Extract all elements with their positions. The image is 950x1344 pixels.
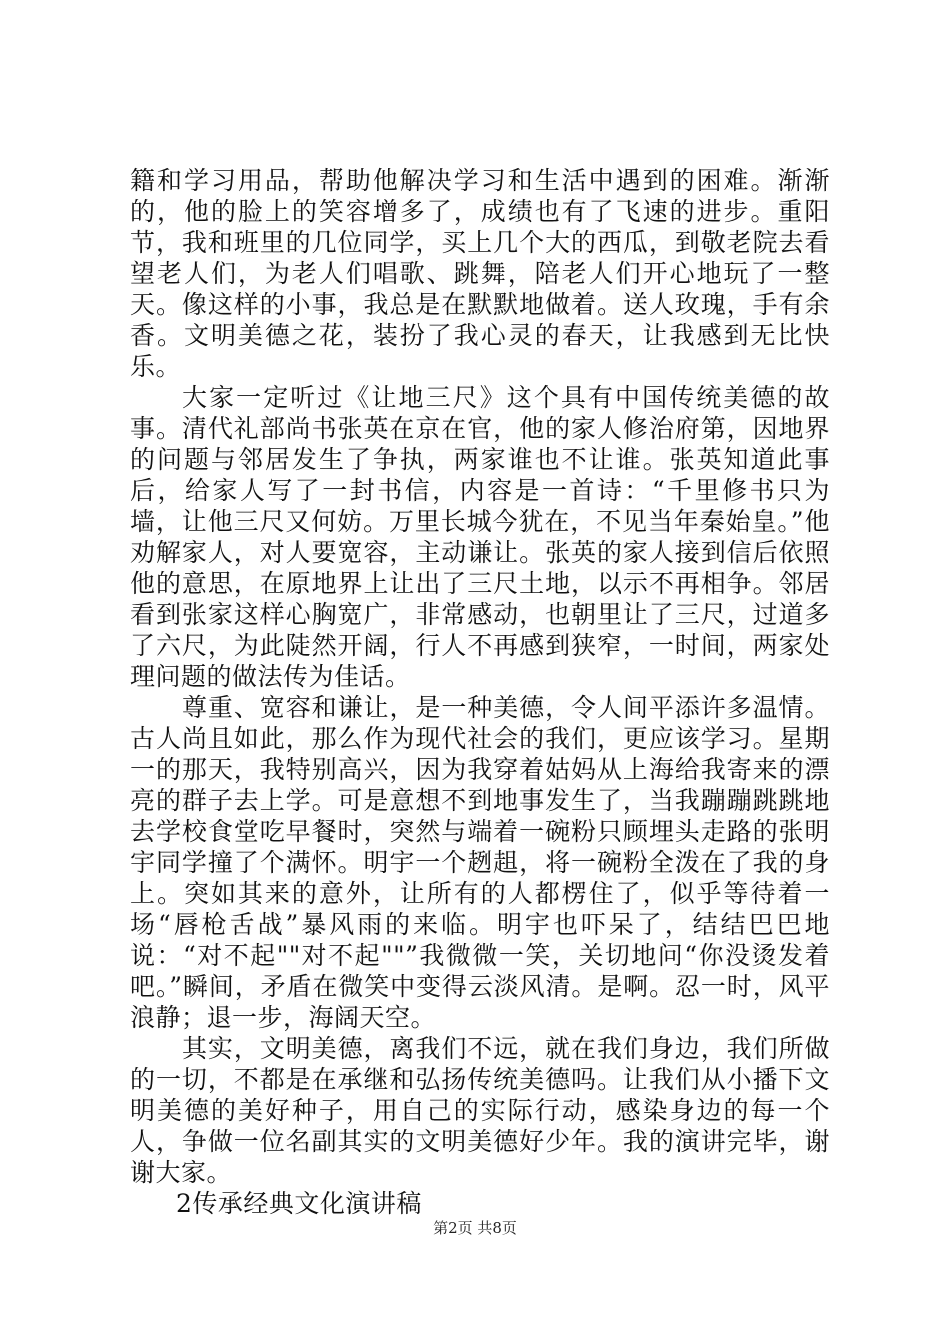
section-heading: 2传承经典文化演讲稿 — [176, 1189, 422, 1218]
paragraph-4: 其实，文明美德，离我们不远，就在我们身边，我们所做的一切，不都是在承继和弘扬传统美德吗。让我们从小播下文明美德的美好种子，用自己的实际行动，感染身边的每一个人，争做一位名副其实的文明美德好少年。我的演讲完毕，谢谢大家。 — [130, 1034, 830, 1187]
paragraph-1: 籍和学习用品，帮助他解决学习和生活中遇到的困难。渐渐的，他的脸上的笑容增多了，成绩也有了飞速的进步。重阳节，我和班里的几位同学，买上几个大的西瓜，到敬老院去看望老人们，为老人们唱歌、跳舞，陪老人们开心地玩了一整天。像这样的小事，我总是在默默地做着。送人玫瑰，手有余香。文明美德之花，装扮了我心灵的春天，让我感到无比快乐。 — [130, 166, 830, 381]
paragraph-2: 大家一定听过《让地三尺》这个具有中国传统美德的故事。清代礼部尚书张英在京在官，他的家人修治府第，因地界的问题与邻居发生了争执，两家谁也不让谁。张英知道此事后，给家人写了一封书信，内容是一首诗：“千里修书只为墙，让他三尺又何妨。万里长城今犹在，不见当年秦始皇。”他劝解家人，对人要宽容，主动谦让。张英的家人接到信后依照他的意思，在原地界上让出了三尺土地，以示不再相争。邻居看到张家这样心胸宽广，非常感动，也朝里让了三尺，过道多了六尺，为此陡然开阔，行人不再感到狭窄，一时间，两家处理问题的做法传为佳话。 — [130, 383, 830, 691]
document-body — [130, 165, 830, 1219]
paragraph-3: 尊重、宽容和谦让，是一种美德，令人间平添许多温情。古人尚且如此，那么作为现代社会的我们，更应该学习。星期一的那天，我特别高兴，因为我穿着姑妈从上海给我寄来的漂亮的群子去上学。可是意想不到地事发生了，当我蹦蹦跳跳地去学校食堂吃早餐时，突然与端着一碗粉只顾埋头走路的张明宇同学撞了个满怀。明宇一个趔趄，将一碗粉全泼在了我的身上。突如其来的意外，让所有的人都楞住了，似乎等待着一场“唇枪舌战”暴风雨的来临。明宇也吓呆了，结结巴巴地说：“对不起""对不起""”我微微一笑，关切地问“你没烫发着吧。”瞬间，矛盾在微笑中变得云淡风清。是啊。忍一时，风平浪静；退一步，海阔天空。 — [130, 693, 830, 1032]
page-footer: 第2页 共8页 — [433, 1219, 517, 1237]
